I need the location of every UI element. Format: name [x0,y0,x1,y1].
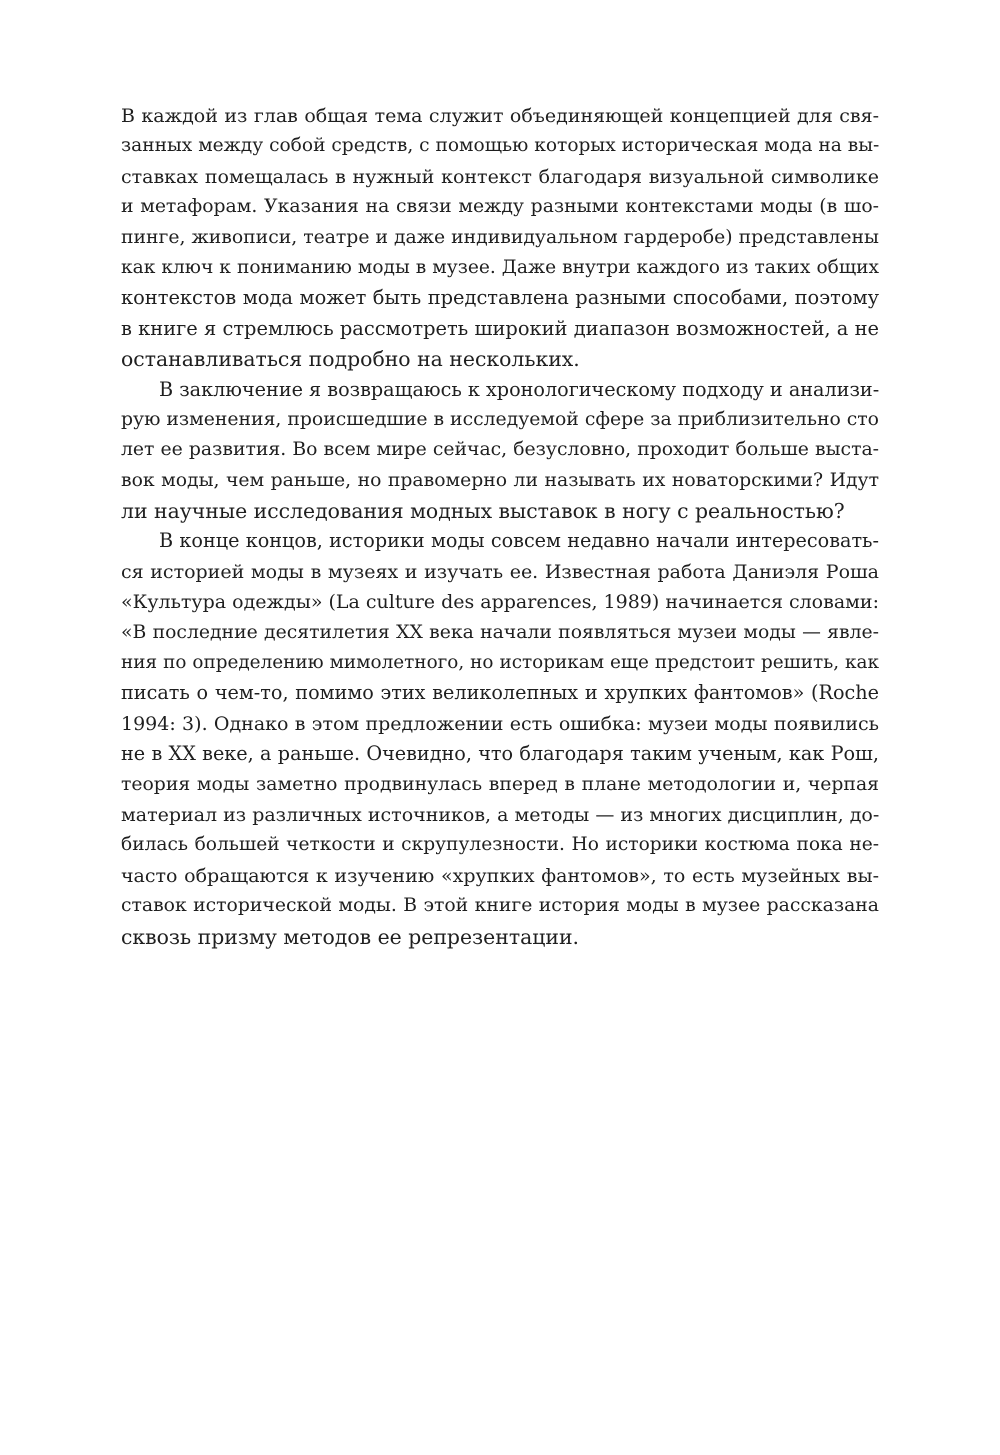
text-line: не в XX веке, а раньше. Очевидно, что благодаря таким ученым, как Рош, [121,742,879,766]
text-line: как ключ к пониманию моды в музее. Даже внутри каждого из таких общих [121,256,879,278]
body-text [121,101,879,952]
text-line: материал из различных источников, а методы — из многих дисциплин, до- [121,803,879,826]
text-line: занных между собой средств, с помощью которых историческая мода на вы- [121,135,879,157]
text-line: и метафорам. Указания на связи между разными контекстами моды (в шо- [121,196,879,218]
text-line: билась большей четкости и скрупулезности. Но историки костюма пока не- [121,834,879,856]
text-line: часто обращаются к изучению «хрупких фантомов», то есть музейных вы- [121,864,879,887]
text-line: «Культура одежды» (La culture des apparences, 1989) начинается словами: [121,591,879,614]
text-line: ния по определению мимолетного, но историкам еще предстоит решить, как [121,652,879,674]
text-line: лет ее развития. Во всем мире сейчас, безусловно, проходит больше выста- [121,439,879,461]
text-line: вок моды, чем раньше, но правомерно ли называть их новаторскими? Идут [121,469,879,491]
text-line: останавливаться подробно на нескольких. [121,347,580,372]
text-line: В заключение я возвращаюсь к хронологическому подходу и анализи- [159,377,879,401]
text-line: в книге я стремлюсь рассмотреть широкий диапазон возможностей, а не [121,316,879,340]
text-line: контекстов мода может быть представлена разными способами, поэтому [121,286,879,310]
text-line: «В последние десятилетия XX века начали появляться музеи моды — явле- [121,621,879,643]
text-line: пинге, живописи, театре и даже индивидуальном гардеробе) представлены [121,226,879,248]
paragraph-3 [121,526,879,951]
text-line: ставках помещалась в нужный контекст благодаря визуальной символике [121,165,879,188]
text-line: В каждой из глав общая тема служит объединяющей концепцией для свя- [121,105,879,127]
text-line: 1994: 3). Однако в этом предложении есть ошибка: музеи моды появились [121,712,879,735]
paragraph-1 [121,101,879,375]
text-line: ставок исторической моды. В этой книге история моды в музее рассказана [121,895,879,917]
paragraph-2 [121,375,879,527]
text-line: ся историей моды в музеях и изучать ее. Известная работа Даниэля Роша [121,560,879,583]
text-line: ли научные исследования модных выставок в ногу с реальностью? [121,499,845,524]
text-line: рую изменения, происшедшие в исследуемой сфере за приблизительно сто [121,408,879,430]
text-line: теория моды заметно продвинулась вперед в плане методологии и, черпая [121,773,879,795]
text-line: сквозь призму методов ее репрезентации. [121,924,580,949]
text-line: писать о чем-то, помимо этих великолепных и хрупких фантомов» (Roche [121,681,879,705]
text-line: В конце концов, историки моды совсем недавно начали интересовать- [159,529,879,553]
